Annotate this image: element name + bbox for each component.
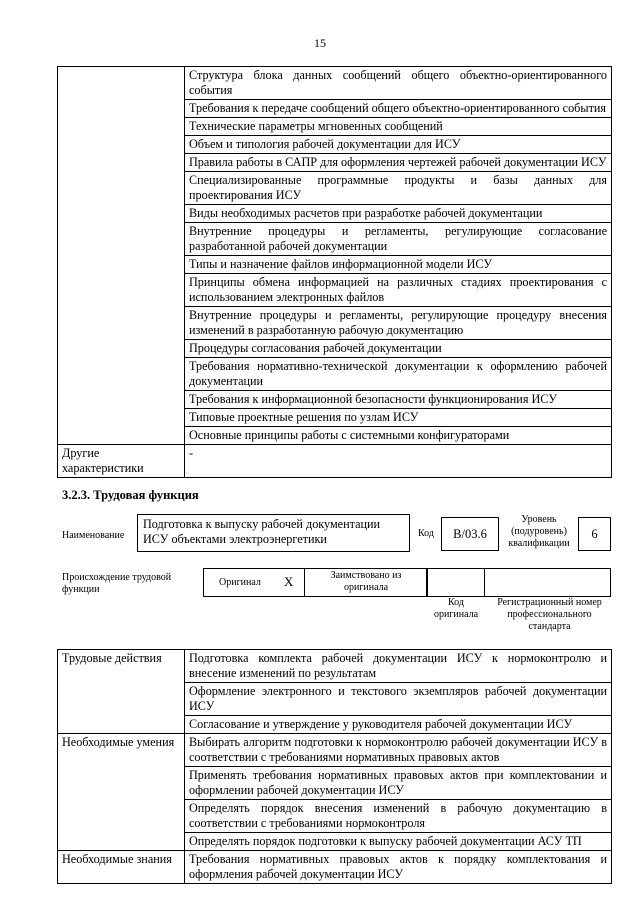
table-cell: Принципы обмена информацией на различных стадиях проектирования с использованием электронных файлов bbox=[185, 274, 612, 307]
original-label: Оригинал bbox=[219, 577, 261, 588]
group-label-actions: Трудовые действия bbox=[58, 650, 185, 734]
other-characteristics-value: - bbox=[185, 445, 612, 478]
table-cell: Согласование и утверждение у руководителя рабочей документации ИСУ bbox=[185, 716, 612, 734]
code-original-caption: Код оригинала bbox=[433, 597, 479, 620]
origin-divider bbox=[304, 568, 305, 597]
table-cell: Типовые проектные решения по узлам ИСУ bbox=[185, 409, 612, 427]
origin-label: Происхождение трудовой функции bbox=[62, 572, 172, 595]
group-label-skills: Необходимые умения bbox=[58, 734, 185, 851]
table-row bbox=[58, 445, 612, 478]
table-cell: Виды необходимых расчетов при разработке рабочей документации bbox=[185, 205, 612, 223]
reg-number-caption: Регистрационный номер профессионального стандарта bbox=[497, 597, 602, 632]
table-cell: Технические параметры мгновенных сообщений bbox=[185, 118, 612, 136]
function-name-box: Подготовка к выпуску рабочей документации ИСУ объектами электроэнергетики bbox=[137, 514, 410, 552]
table-row bbox=[58, 650, 612, 683]
borrowed-label: Заимствовано из оригинала bbox=[330, 570, 402, 593]
table-cell: Объем и типология рабочей документации для ИСУ bbox=[185, 136, 612, 154]
table-cell: Требования к передаче сообщений общего объектно-ориентированного события bbox=[185, 100, 612, 118]
function-detail-table bbox=[57, 649, 612, 884]
table-cell: Оформление электронного и текстового экземпляров рабочей документации ИСУ bbox=[185, 683, 612, 716]
other-characteristics-label: Другие характеристики bbox=[58, 445, 185, 478]
table-cell: Выбирать алгоритм подготовки к нормоконтролю рабочей документации ИСУ в соответствии с требованиями нормативных правовых актов bbox=[185, 734, 612, 767]
table-cell: Определять порядок внесения изменений в рабочую документацию в соответствии с требованиями нормоконтроля bbox=[185, 800, 612, 833]
table-cell: Типы и назначение файлов информационной модели ИСУ bbox=[185, 256, 612, 274]
table-cell: Требования к информационной безопасности функционирования ИСУ bbox=[185, 391, 612, 409]
original-mark: X bbox=[284, 574, 294, 589]
table-row bbox=[58, 67, 612, 100]
reg-number-box bbox=[484, 568, 611, 597]
table-cell: Требования нормативно-технической документации к оформлению рабочей документации bbox=[185, 358, 612, 391]
level-label: Уровень (подуровень) квалификации bbox=[508, 514, 570, 549]
table-cell: Внутренние процедуры и регламенты, регулирующие согласование разработанной рабочей документации bbox=[185, 223, 612, 256]
section-title: 3.2.3. Трудовая функция bbox=[62, 488, 199, 502]
group-label-knowledge: Необходимые знания bbox=[58, 851, 185, 884]
table-cell: Специализированные программные продукты и базы данных для проектирования ИСУ bbox=[185, 172, 612, 205]
table-cell: Внутренние процедуры и регламенты, регулирующие процедуру внесения изменений в разработанную рабочую документацию bbox=[185, 307, 612, 340]
table-row bbox=[58, 734, 612, 767]
table-cell: Структура блока данных сообщений общего объектно-ориентированного события bbox=[185, 67, 612, 100]
table-row bbox=[58, 851, 612, 884]
table-cell: Подготовка комплекта рабочей документации ИСУ к нормоконтролю и внесение изменений по результатам bbox=[185, 650, 612, 683]
knowledge-table bbox=[57, 66, 612, 478]
name-label: Наименование bbox=[62, 530, 125, 541]
table-cell: Применять требования нормативных правовых актов при комплектовании и оформлении рабочей документации ИСУ bbox=[185, 767, 612, 800]
code-original-box bbox=[427, 568, 485, 597]
level-value-box: 6 bbox=[578, 517, 611, 551]
table-cell: Правила работы в САПР для оформления чертежей рабочей документации ИСУ bbox=[185, 154, 612, 172]
table-cell: Определять порядок подготовки к выпуску рабочей документации АСУ ТП bbox=[185, 833, 612, 851]
code-value-box: B/03.6 bbox=[441, 517, 499, 551]
code-label: Код bbox=[418, 528, 434, 539]
knowledge-label-cell bbox=[58, 67, 185, 445]
table-cell: Основные принципы работы с системными конфигураторами bbox=[185, 427, 612, 445]
table-cell: Требования нормативных правовых актов к порядку комплектования и оформления рабочей документации ИСУ bbox=[185, 851, 612, 884]
page-number: 15 bbox=[314, 36, 326, 50]
table-cell: Процедуры согласования рабочей документации bbox=[185, 340, 612, 358]
